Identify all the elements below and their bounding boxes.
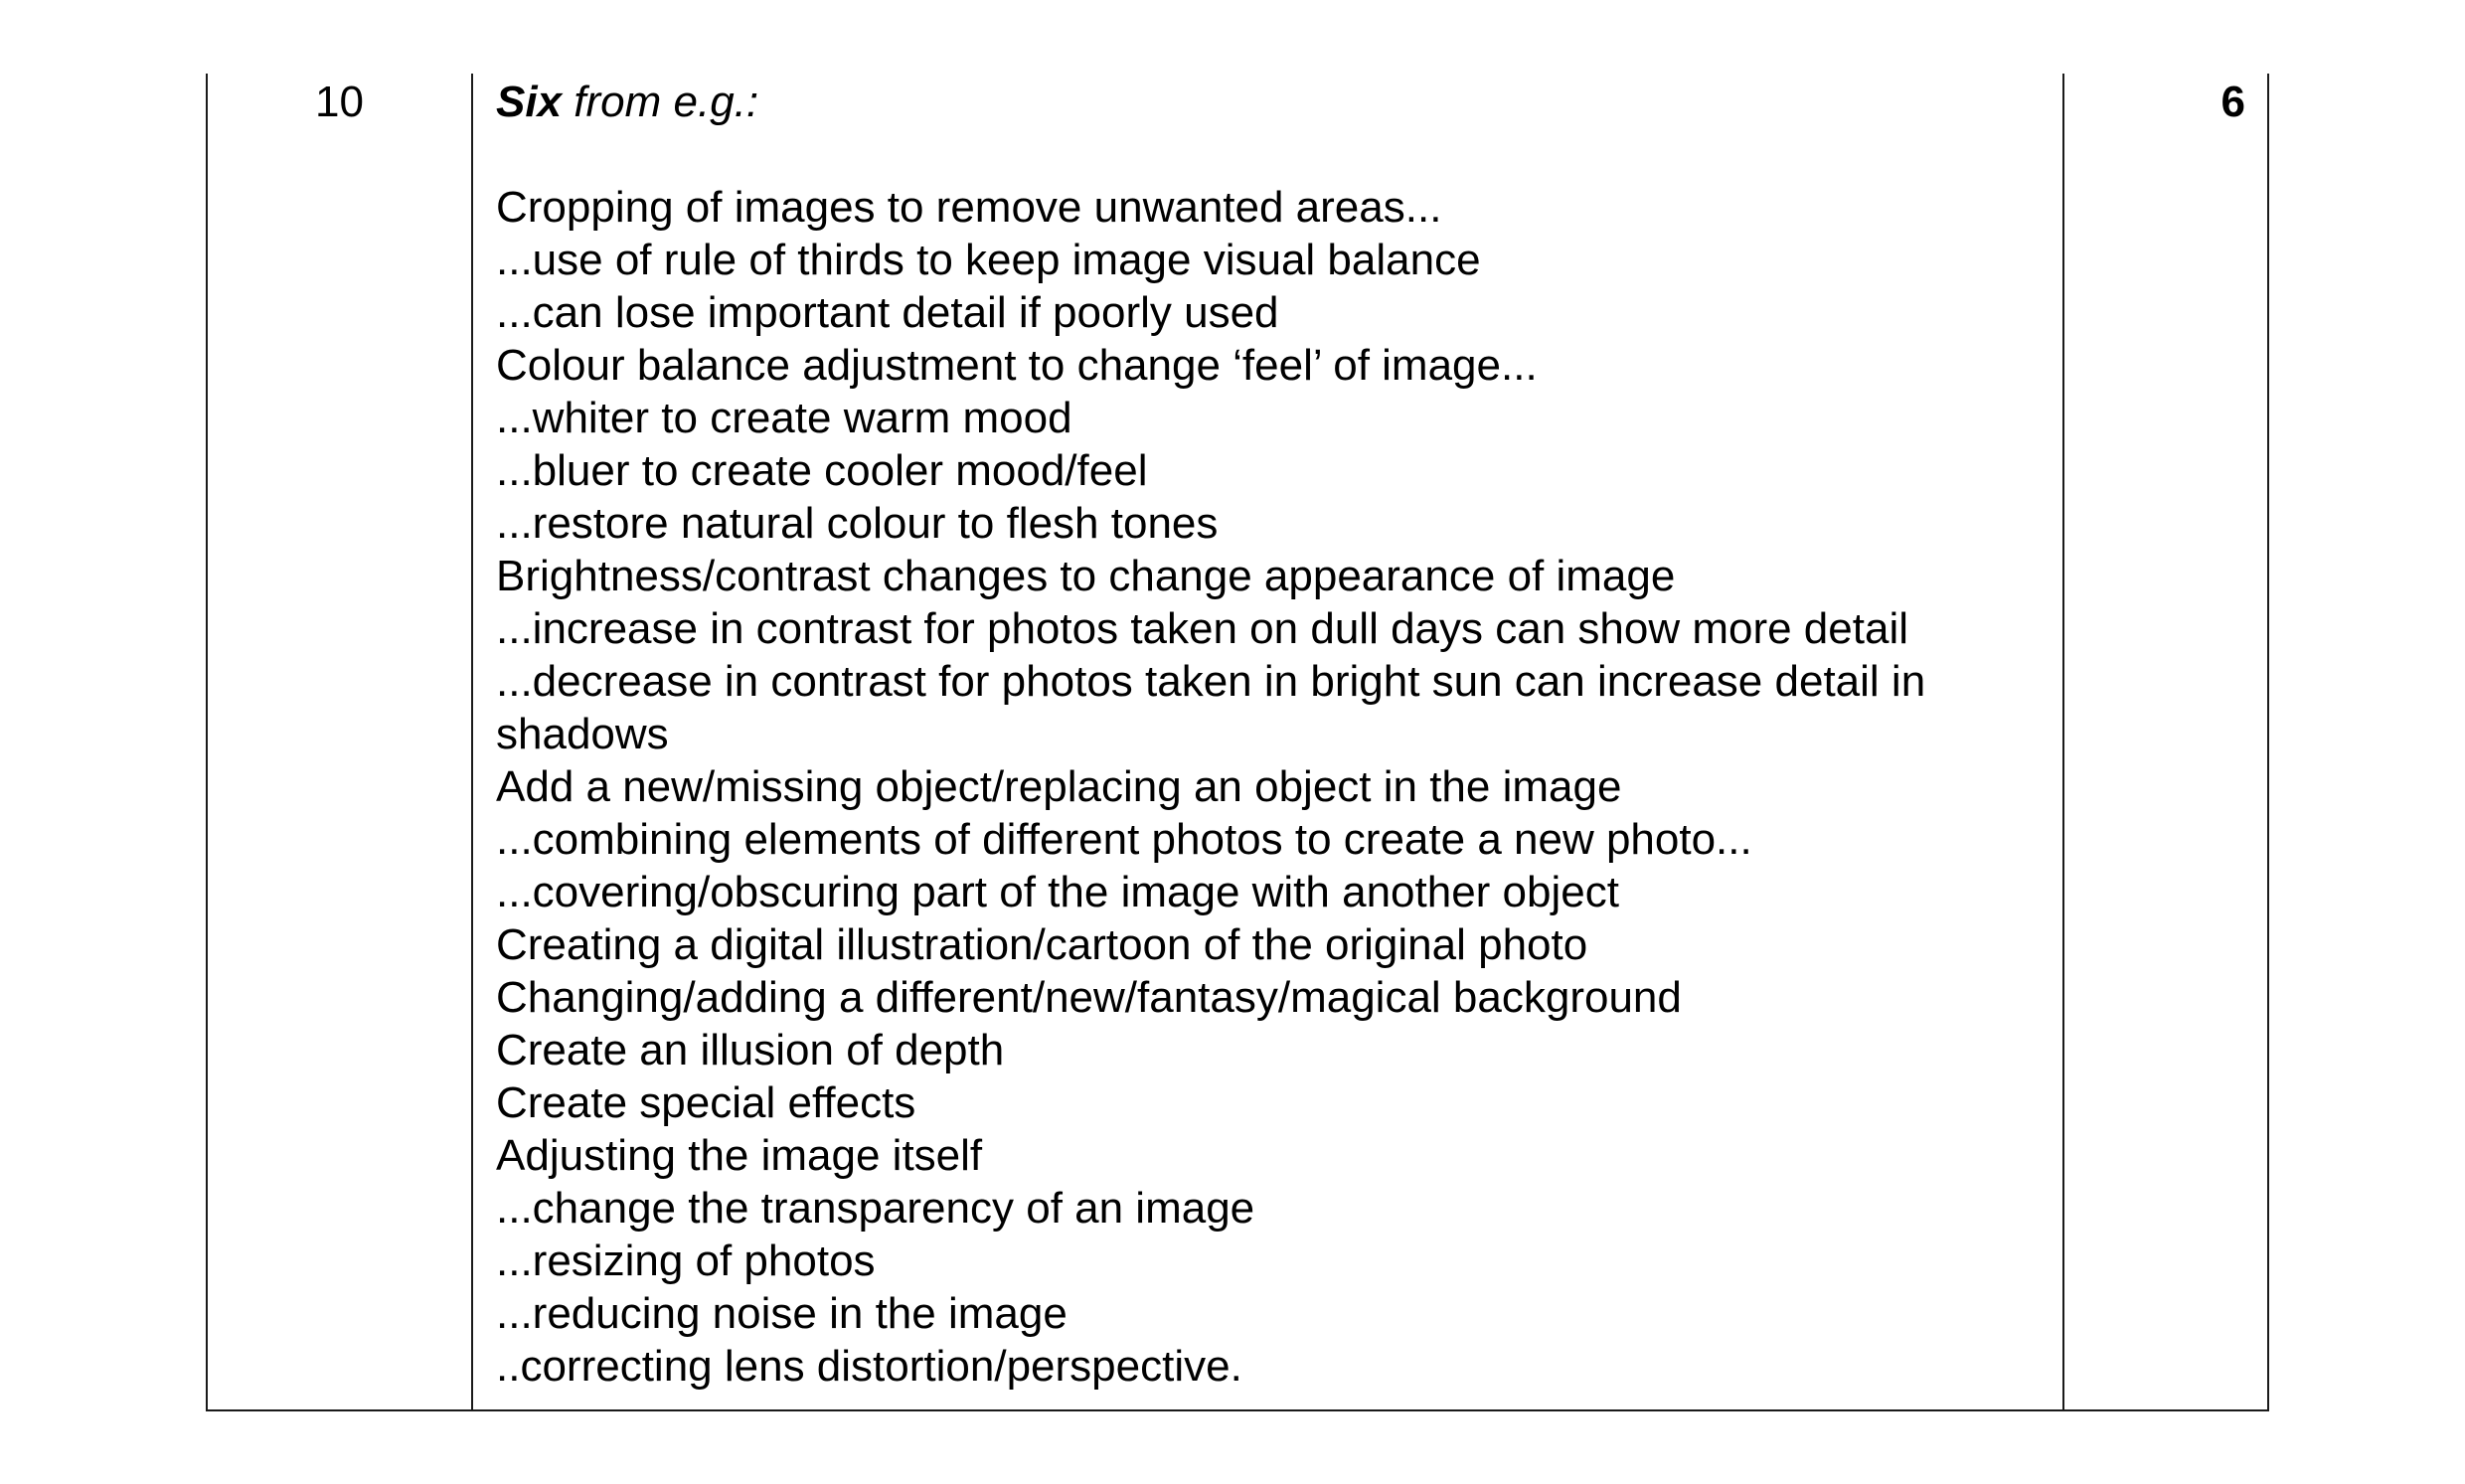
answer-line: ...covering/obscuring part of the image with another object	[496, 868, 1619, 916]
answer-line: Changing/adding a different/new/fantasy/magical background	[496, 973, 1682, 1022]
heading-emphasis: Six	[496, 78, 563, 126]
marks-value: 6	[2220, 78, 2245, 126]
column-divider	[471, 74, 473, 1409]
answer-line: ...restore natural colour to flesh tones	[496, 499, 1219, 548]
answer-line: ...use of rule of thirds to keep image visual balance	[496, 236, 1481, 284]
answer-line: Creating a digital illustration/cartoon of the original photo	[496, 920, 1588, 969]
answer-line: ...resizing of photos	[496, 1237, 876, 1285]
answer-line: Brightness/contrast changes to change appearance of image	[496, 552, 1676, 600]
answer-line: ...increase in contrast for photos taken on dull days can show more detail	[496, 604, 1908, 653]
answer-line: Cropping of images to remove unwanted areas...	[496, 183, 1442, 232]
answer-line: Create an illusion of depth	[496, 1026, 1005, 1074]
answer-line: ...reducing noise in the image	[496, 1289, 1068, 1338]
mark-scheme-table	[206, 74, 2269, 1411]
answer-line: ...bluer to create cooler mood/feel	[496, 446, 1148, 495]
answer-line: ...decrease in contrast for photos taken in bright sun can increase detail in shadows	[496, 657, 1926, 758]
column-divider	[2062, 74, 2064, 1409]
answer-cell	[496, 76, 2047, 1393]
answer-list	[496, 181, 2047, 1393]
answer-line: Adjusting the image itself	[496, 1131, 983, 1180]
answer-line: ...whiter to create warm mood	[496, 394, 1072, 442]
answer-line: Add a new/missing object/replacing an object in the image	[496, 762, 1622, 811]
answer-line: Create special effects	[496, 1078, 916, 1127]
question-number: 10	[315, 78, 364, 126]
answer-line: ..correcting lens distortion/perspective.	[496, 1342, 1242, 1391]
heading-rest: from e.g.:	[562, 78, 759, 126]
answer-line: ...can lose important detail if poorly used	[496, 288, 1279, 337]
answer-line: ...combining elements of different photos to create a new photo...	[496, 815, 1752, 864]
answer-line: ...change the transparency of an image	[496, 1184, 1255, 1233]
answer-line: Colour balance adjustment to change ‘feel’ of image...	[496, 341, 1538, 390]
answer-heading	[496, 76, 2047, 128]
